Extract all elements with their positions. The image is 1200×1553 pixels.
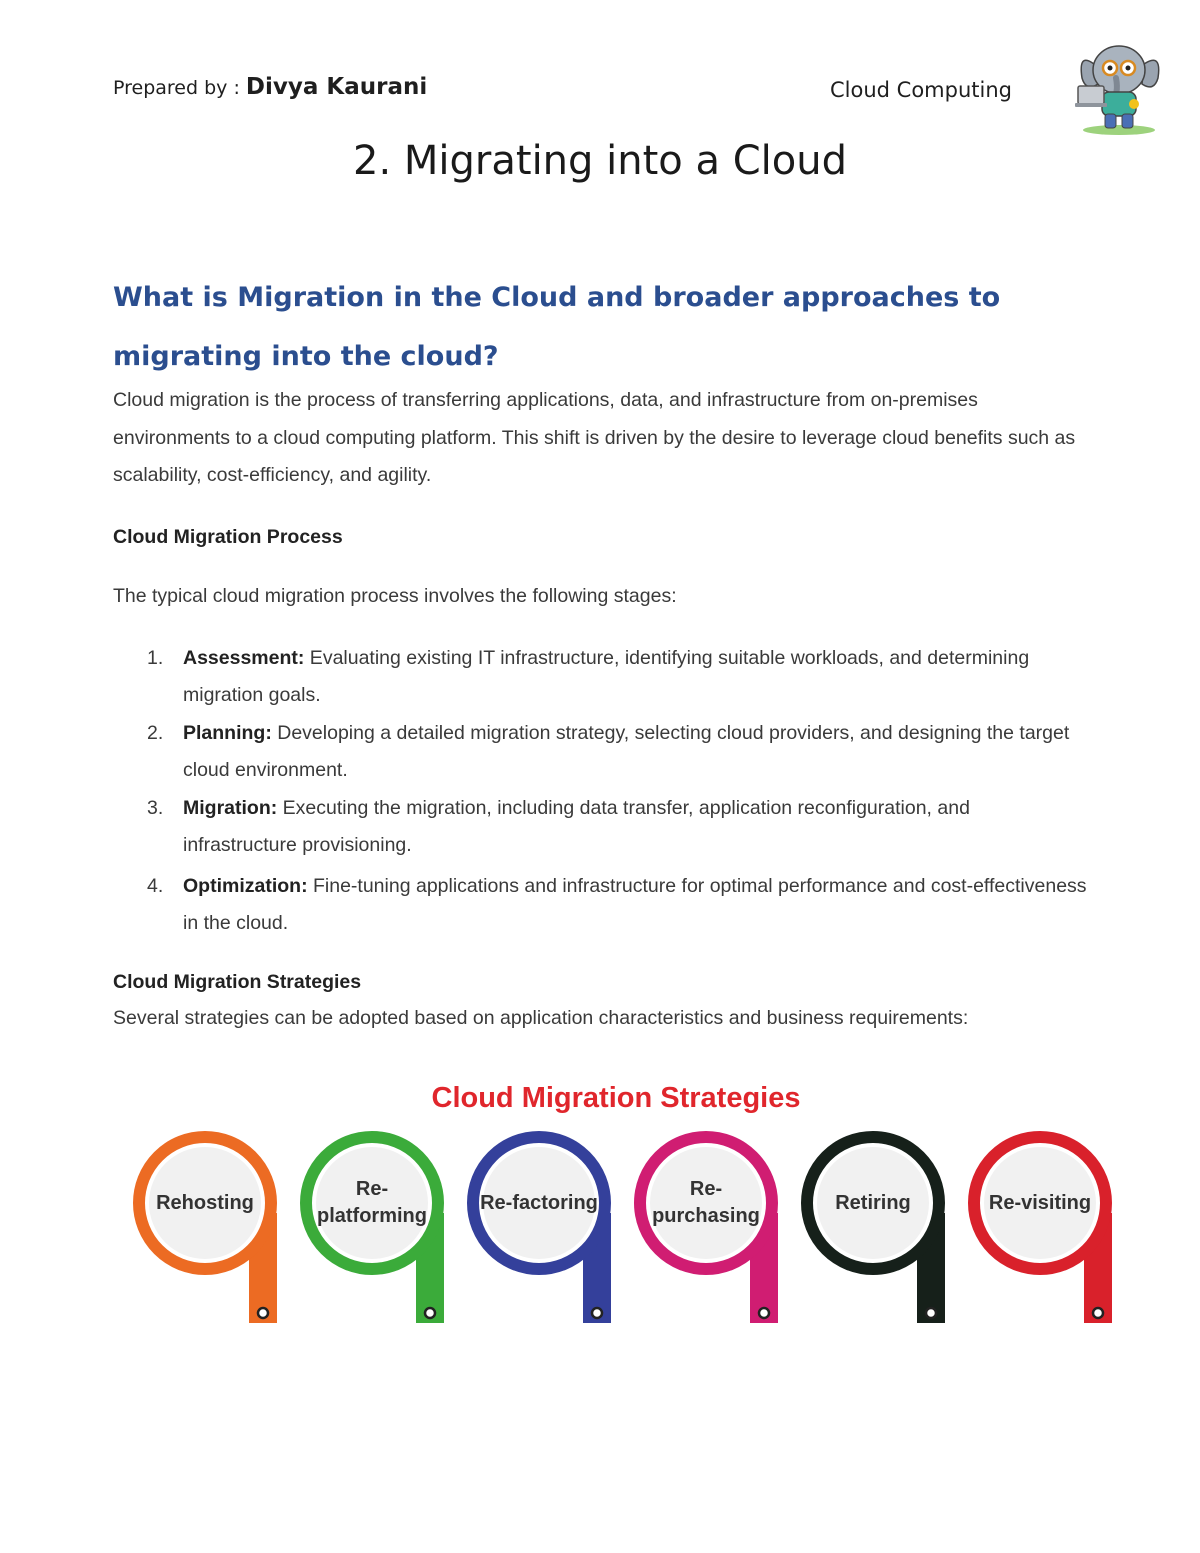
elephant-mascot-icon <box>1072 34 1166 136</box>
strategy-label-line: Re-factoring <box>480 1191 598 1214</box>
diagram-title: Cloud Migration Strategies <box>431 1082 801 1114</box>
strategy-hole <box>759 1308 769 1318</box>
strategy-badge <box>807 1137 945 1323</box>
strategy-label-line: Rehosting <box>156 1191 254 1214</box>
process-heading: Cloud Migration Process <box>113 526 343 548</box>
stage-term: Migration: <box>183 797 278 819</box>
strategy-label-line: Re- <box>355 1178 389 1200</box>
stage-number: 3. <box>147 797 164 819</box>
process-intro: The typical cloud migration process involves the following stages: <box>113 585 677 607</box>
stage-term: Planning: <box>183 722 272 744</box>
strategy-badge <box>640 1137 778 1323</box>
strategies-heading: Cloud Migration Strategies <box>113 971 362 993</box>
strategy-label <box>135 1190 275 1217</box>
strategy-label-line: purchasing <box>652 1205 760 1227</box>
stage-text: Fine-tuning applications and infrastructure for optimal performance and cost-effectiveness in the cloud. <box>183 875 1087 934</box>
strategy-label <box>636 1176 776 1230</box>
strategy-hole <box>592 1308 602 1318</box>
strategy-label <box>302 1176 442 1230</box>
stage-text: Evaluating existing IT infrastructure, identifying suitable workloads, and determining migration goals. <box>183 647 1030 706</box>
strategy-hole <box>926 1308 936 1318</box>
strategy-label-line: Re- <box>689 1178 723 1200</box>
strategy-label-line: Retiring <box>835 1191 911 1214</box>
strategies-intro: Several strategies can be adopted based on application characteristics and business requirements: <box>113 1007 969 1029</box>
strategy-badge <box>306 1137 444 1323</box>
strategy-label-line: Re-visiting <box>988 1191 1092 1214</box>
strategy-hole <box>425 1308 435 1318</box>
list-item <box>113 790 1088 864</box>
strategy-label-line: platforming <box>317 1205 427 1227</box>
intro-paragraph: Cloud migration is the process of transferring applications, data, and infrastructure from on-premises environments to a cloud computing platform. This shift is driven by the desire to leverage cloud benefits such as scalability, cost-efficiency, and agility. <box>113 389 1076 486</box>
process-stage-list <box>113 640 1088 943</box>
list-item <box>113 640 1088 714</box>
list-item <box>113 715 1088 789</box>
header-subject: Cloud Computing <box>830 78 1012 102</box>
strategies-diagram-svg <box>0 1128 1200 1338</box>
page-title: 2. Migrating into a Cloud <box>353 138 847 184</box>
stage-text: Developing a detailed migration strategy, selecting cloud providers, and designing the target cloud environment. <box>183 722 1070 781</box>
prepared-label: Prepared by : <box>113 77 246 99</box>
strategy-label <box>803 1190 943 1217</box>
strategy-badge <box>473 1137 611 1323</box>
list-item <box>113 868 1088 942</box>
stage-number: 4. <box>147 875 164 897</box>
stage-term: Assessment: <box>183 647 305 669</box>
author-name: Divya Kaurani <box>245 74 428 100</box>
strategy-badge <box>974 1137 1112 1323</box>
stage-number: 2. <box>147 722 164 744</box>
strategy-badge <box>139 1137 277 1323</box>
strategy-label <box>469 1190 609 1217</box>
section-heading: What is Migration in the Cloud and broader approaches to migrating into the cloud? <box>113 282 1001 372</box>
stage-number: 1. <box>147 647 164 669</box>
stage-text: Executing the migration, including data transfer, application reconfiguration, and infrastructure provisioning. <box>183 797 970 856</box>
strategy-hole <box>1093 1308 1103 1318</box>
strategy-hole <box>258 1308 268 1318</box>
header-prepared-by <box>113 74 427 100</box>
strategy-label <box>970 1190 1110 1217</box>
strategies-diagram <box>0 1128 1200 1338</box>
stage-term: Optimization: <box>183 875 308 897</box>
